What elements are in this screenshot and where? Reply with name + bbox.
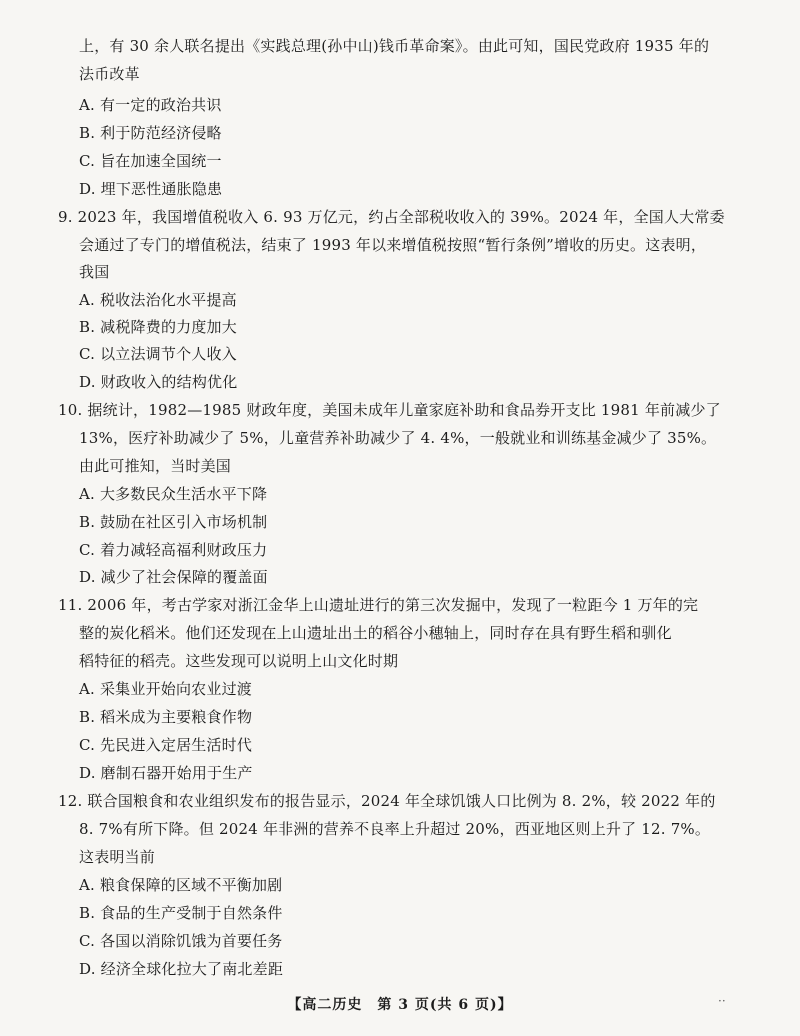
question-text-line: 法币改革 — [79, 65, 140, 83]
question-text-line: 由此可推知，当时美国 — [79, 457, 232, 475]
option-d: D. 减少了社会保障的覆盖面 — [79, 568, 268, 586]
option-c: C. 以立法调节个人收入 — [79, 345, 237, 363]
option-d: D. 磨制石器开始用于生产 — [79, 764, 253, 782]
option-a: A. 采集业开始向农业过渡 — [79, 680, 252, 698]
question-text-line: 我国 — [79, 263, 110, 281]
question-text-line: 稻特征的稻壳。这些发现可以说明上山文化时期 — [79, 652, 399, 670]
option-c: C. 旨在加速全国统一 — [79, 152, 222, 170]
option-b: B. 减税降费的力度加大 — [79, 318, 237, 336]
page-footer: 【高二历史 第 3 页(共 6 页)】 — [287, 997, 513, 1013]
question-9-stem: 9. 2023 年，我国增值税收入 6. 93 万亿元，约占全部税收收入的 39%。2024 年，全国人大常委 — [58, 208, 725, 226]
footer-mark: ·· — [718, 994, 726, 1008]
option-d: D. 经济全球化拉大了南北差距 — [79, 960, 284, 978]
option-d: D. 财政收入的结构优化 — [79, 373, 238, 391]
option-d: D. 埋下恶性通胀隐患 — [79, 180, 223, 198]
option-a: A. 大多数民众生活水平下降 — [79, 485, 268, 503]
question-text-line: 8. 7%有所下降。但 2024 年非洲的营养不良率上升超过 20%，西亚地区则上升了 12. 7%。 — [79, 820, 711, 838]
question-text-line: 会通过了专门的增值税法，结束了 1993 年以来增值税按照“暂行条例”增收的历史。这表明， — [79, 236, 707, 254]
question-text-line: 13%，医疗补助减少了 5%，儿童营养补助减少了 4. 4%，一般就业和训练基金减少了 35%。 — [79, 429, 717, 447]
question-11-stem: 11. 2006 年，考古学家对浙江金华上山遗址进行的第三次发掘中，发现了一粒距今 1 万年的完 — [58, 596, 699, 614]
option-b: B. 食品的生产受制于自然条件 — [79, 904, 283, 922]
option-a: A. 有一定的政治共识 — [79, 96, 222, 114]
option-c: C. 各国以消除饥饿为首要任务 — [79, 932, 283, 950]
option-c: C. 先民进入定居生活时代 — [79, 736, 253, 754]
question-12-stem: 12. 联合国粮食和农业组织发布的报告显示，2024 年全球饥饿人口比例为 8. 2%，较 2022 年的 — [58, 792, 716, 810]
option-b: B. 稻米成为主要粮食作物 — [79, 708, 253, 726]
question-10-stem: 10. 据统计，1982—1985 财政年度，美国未成年儿童家庭补助和食品券开支比 1981 年前减少了 — [58, 401, 721, 419]
option-b: B. 鼓励在社区引入市场机制 — [79, 513, 268, 531]
question-text-line: 整的炭化稻米。他们还发现在上山遗址出土的稻谷小穗轴上，同时存在具有野生稻和驯化 — [79, 624, 672, 642]
question-text-line: 这表明当前 — [79, 848, 156, 866]
option-b: B. 利于防范经济侵略 — [79, 124, 222, 142]
option-a: A. 粮食保障的区域不平衡加剧 — [79, 876, 283, 894]
option-c: C. 着力减轻高福利财政压力 — [79, 541, 268, 559]
option-a: A. 税收法治化水平提高 — [79, 291, 237, 309]
question-text-line: 上，有 30 余人联名提出《实践总理(孙中山)钱币革命案》。由此可知，国民党政府 1935 年的 — [79, 37, 710, 55]
